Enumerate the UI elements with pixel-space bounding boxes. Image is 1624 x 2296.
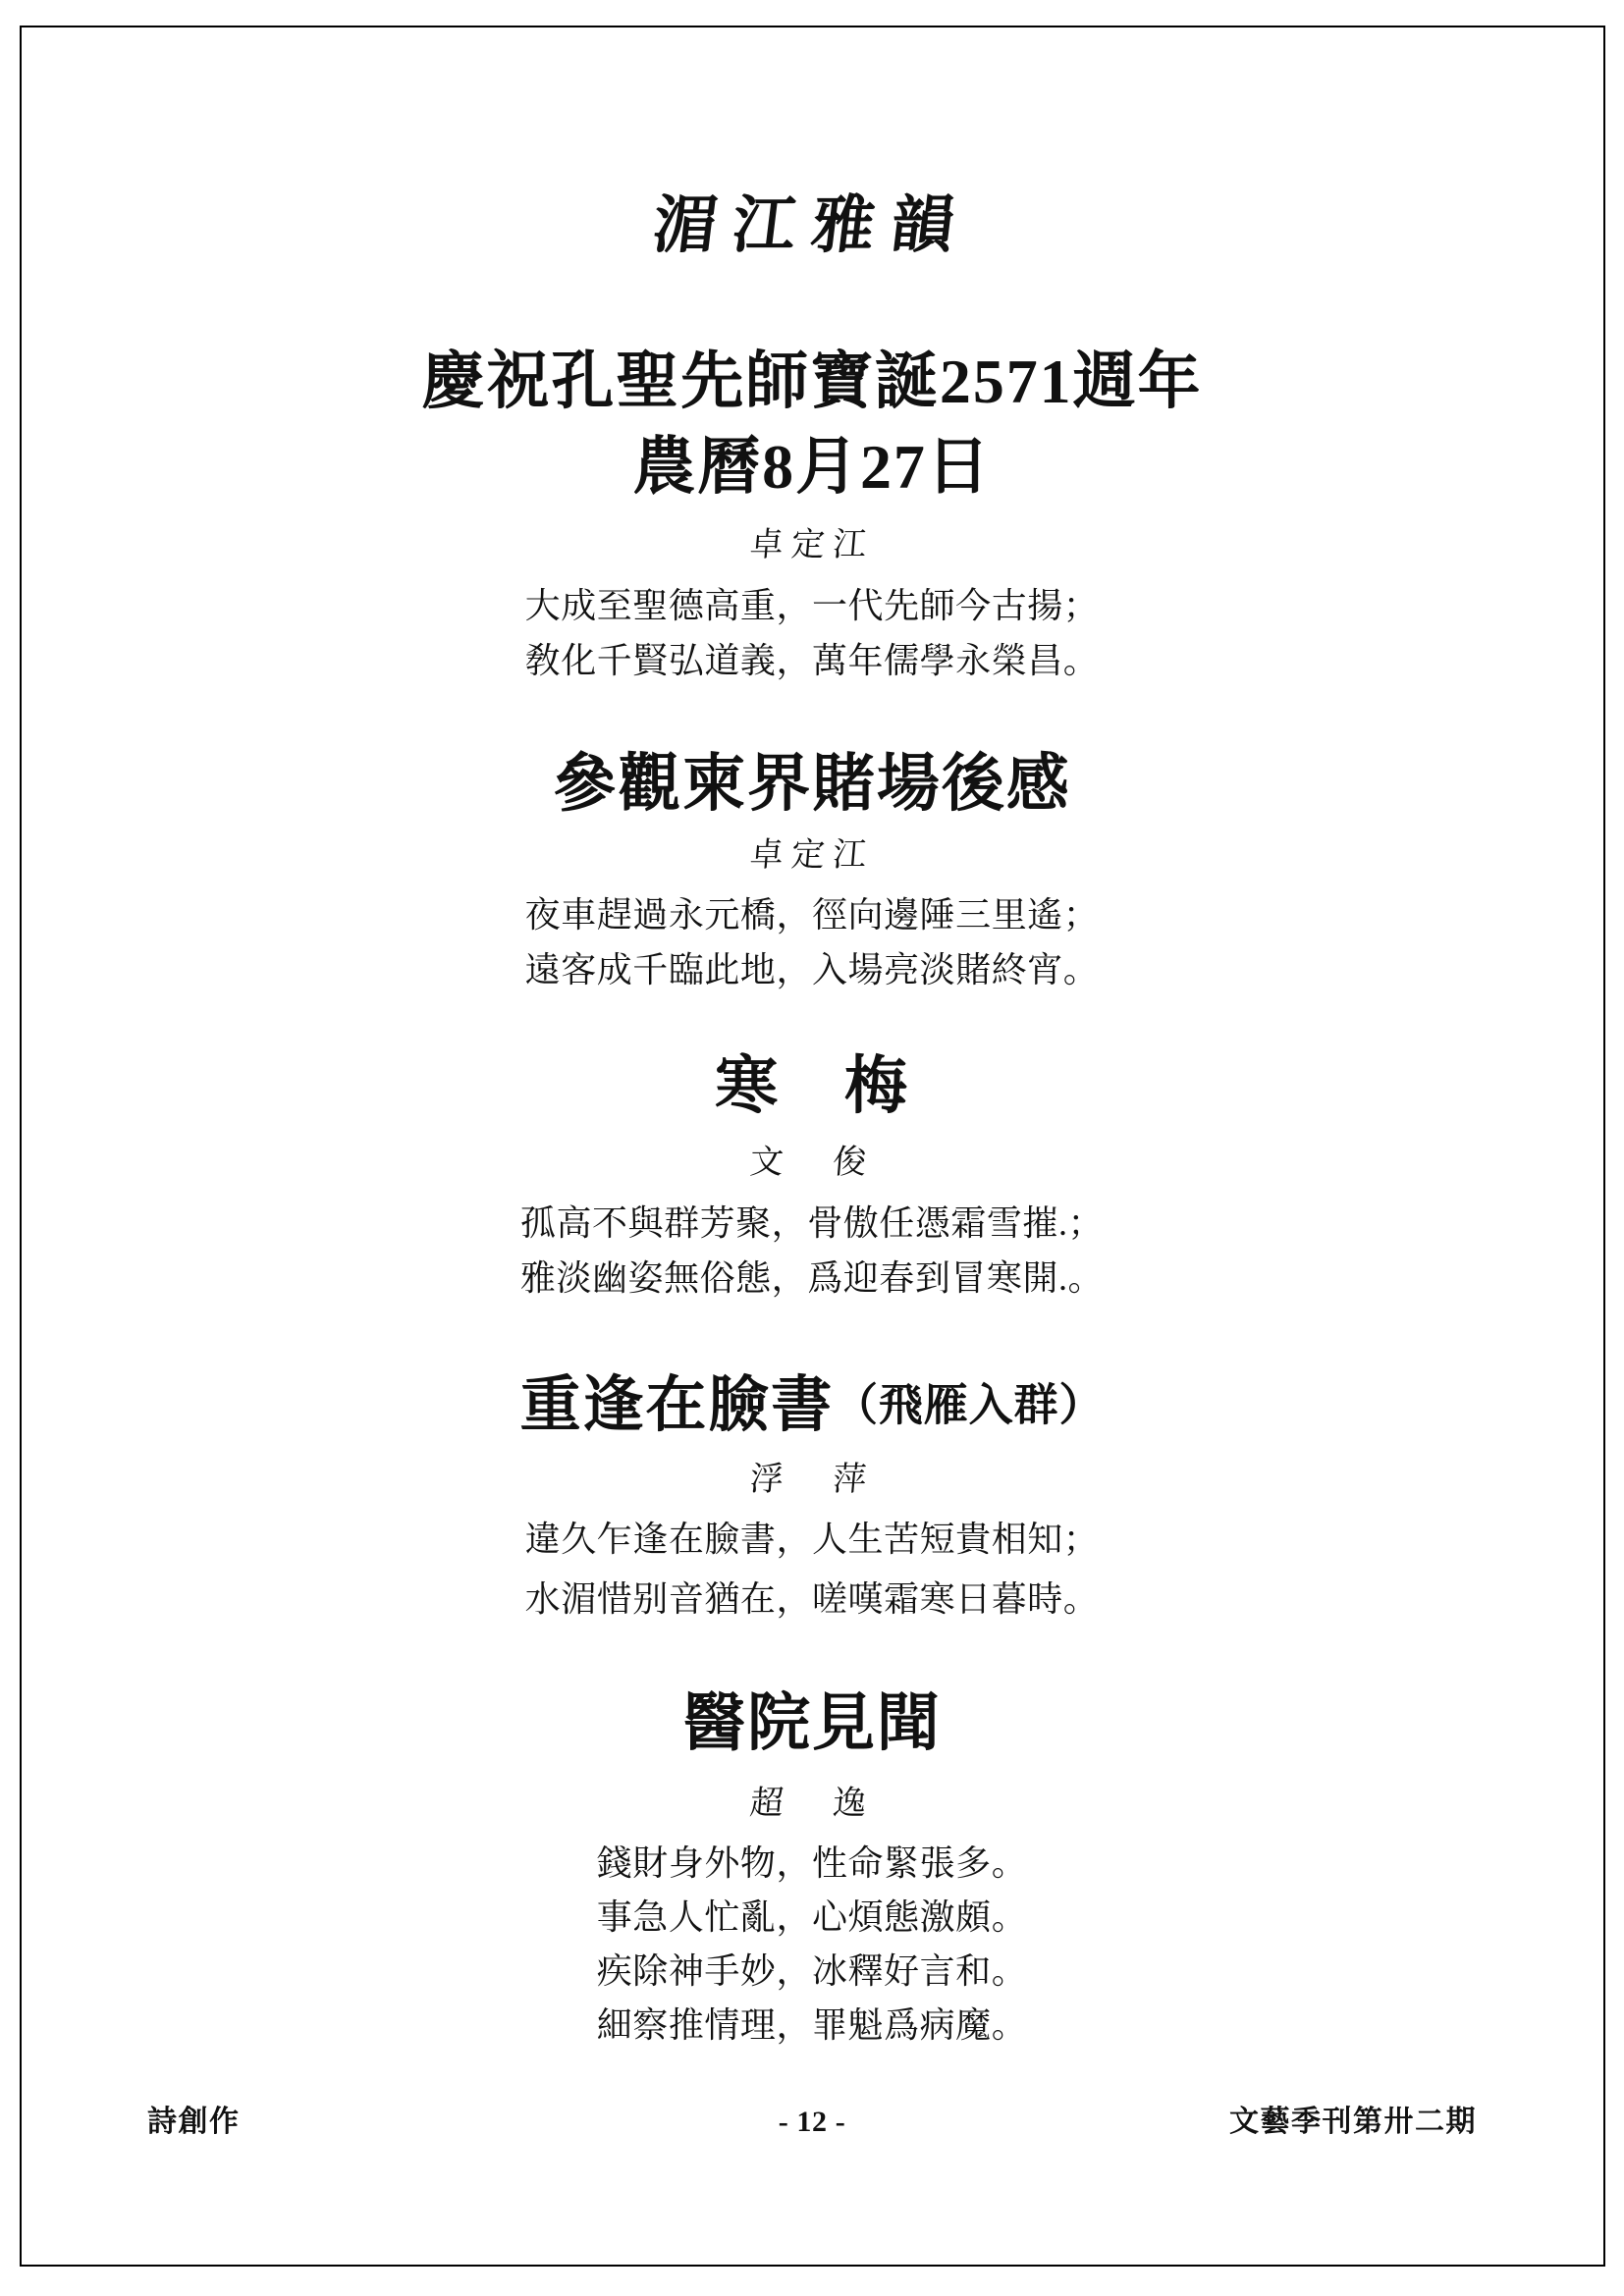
poem-2-title: 參觀柬界賭場後感 [553,749,1071,819]
poem-5-line-4: 細察推情理，罪魁爲病魔。 [596,2005,1028,2045]
poem-1-title-line-2: 農曆8月27日 [632,432,992,502]
footer-issue-label: 文藝季刊第卅二期 [1229,2106,1477,2138]
poem-4-author: 浮 萍 [748,1462,876,1498]
poem-5-author: 超 逸 [748,1786,876,1822]
poem-1-title-line-1: 慶祝孔聖先師寶誕2571週年 [421,347,1203,416]
poem-5-line-3: 疾除神手妙，冰釋好言和。 [596,1951,1028,1991]
poem-5-title: 醫院見聞 [682,1688,942,1758]
poem-5-line-2: 事急人忙亂，心煩態激頗。 [596,1897,1028,1937]
poem-2-line-2: 遠客成千臨此地，入場亮淡賭終宵。 [524,950,1100,989]
poem-1-line-2: 敎化千賢弘道義，萬年儒學永榮昌。 [524,641,1100,680]
poem-2-line-1: 夜車趕過永元橋，徑向邊陲三里遙； [524,895,1100,934]
footer-section-label: 詩創作 [147,2106,241,2138]
poem-3-title: 寒 梅 [715,1051,909,1121]
poem-1-author: 卓定江 [748,527,876,563]
poem-3-line-1: 孤高不與群芳聚，骨傲任憑霜雪摧.； [519,1203,1105,1243]
poem-4-title-suffix: （飛雁入群） [833,1380,1105,1430]
poem-4-title-row [0,1372,1624,1439]
poem-3-line-2: 雅淡幽姿無俗態，爲迎春到冒寒開.。 [519,1258,1105,1298]
poem-1-line-1: 大成至聖德高重，一代先師今古揚； [524,586,1100,625]
footer-page-number: - 12 - [778,2106,846,2138]
poem-3-author: 文 俊 [748,1145,876,1181]
masthead-title: 湄江雅韻 [649,190,975,260]
poem-4-title: 重逢在臉書 [519,1372,834,1439]
poem-4-line-1: 違久乍逢在臉書，人生苦短貴相知； [524,1520,1100,1559]
poem-4-line-2: 水湄惜别音猶在，嗟嘆霜寒日暮時。 [524,1579,1100,1619]
poem-2-author: 卓定江 [748,837,876,874]
poem-5-line-1: 錢財身外物，性命緊張多。 [596,1843,1028,1883]
